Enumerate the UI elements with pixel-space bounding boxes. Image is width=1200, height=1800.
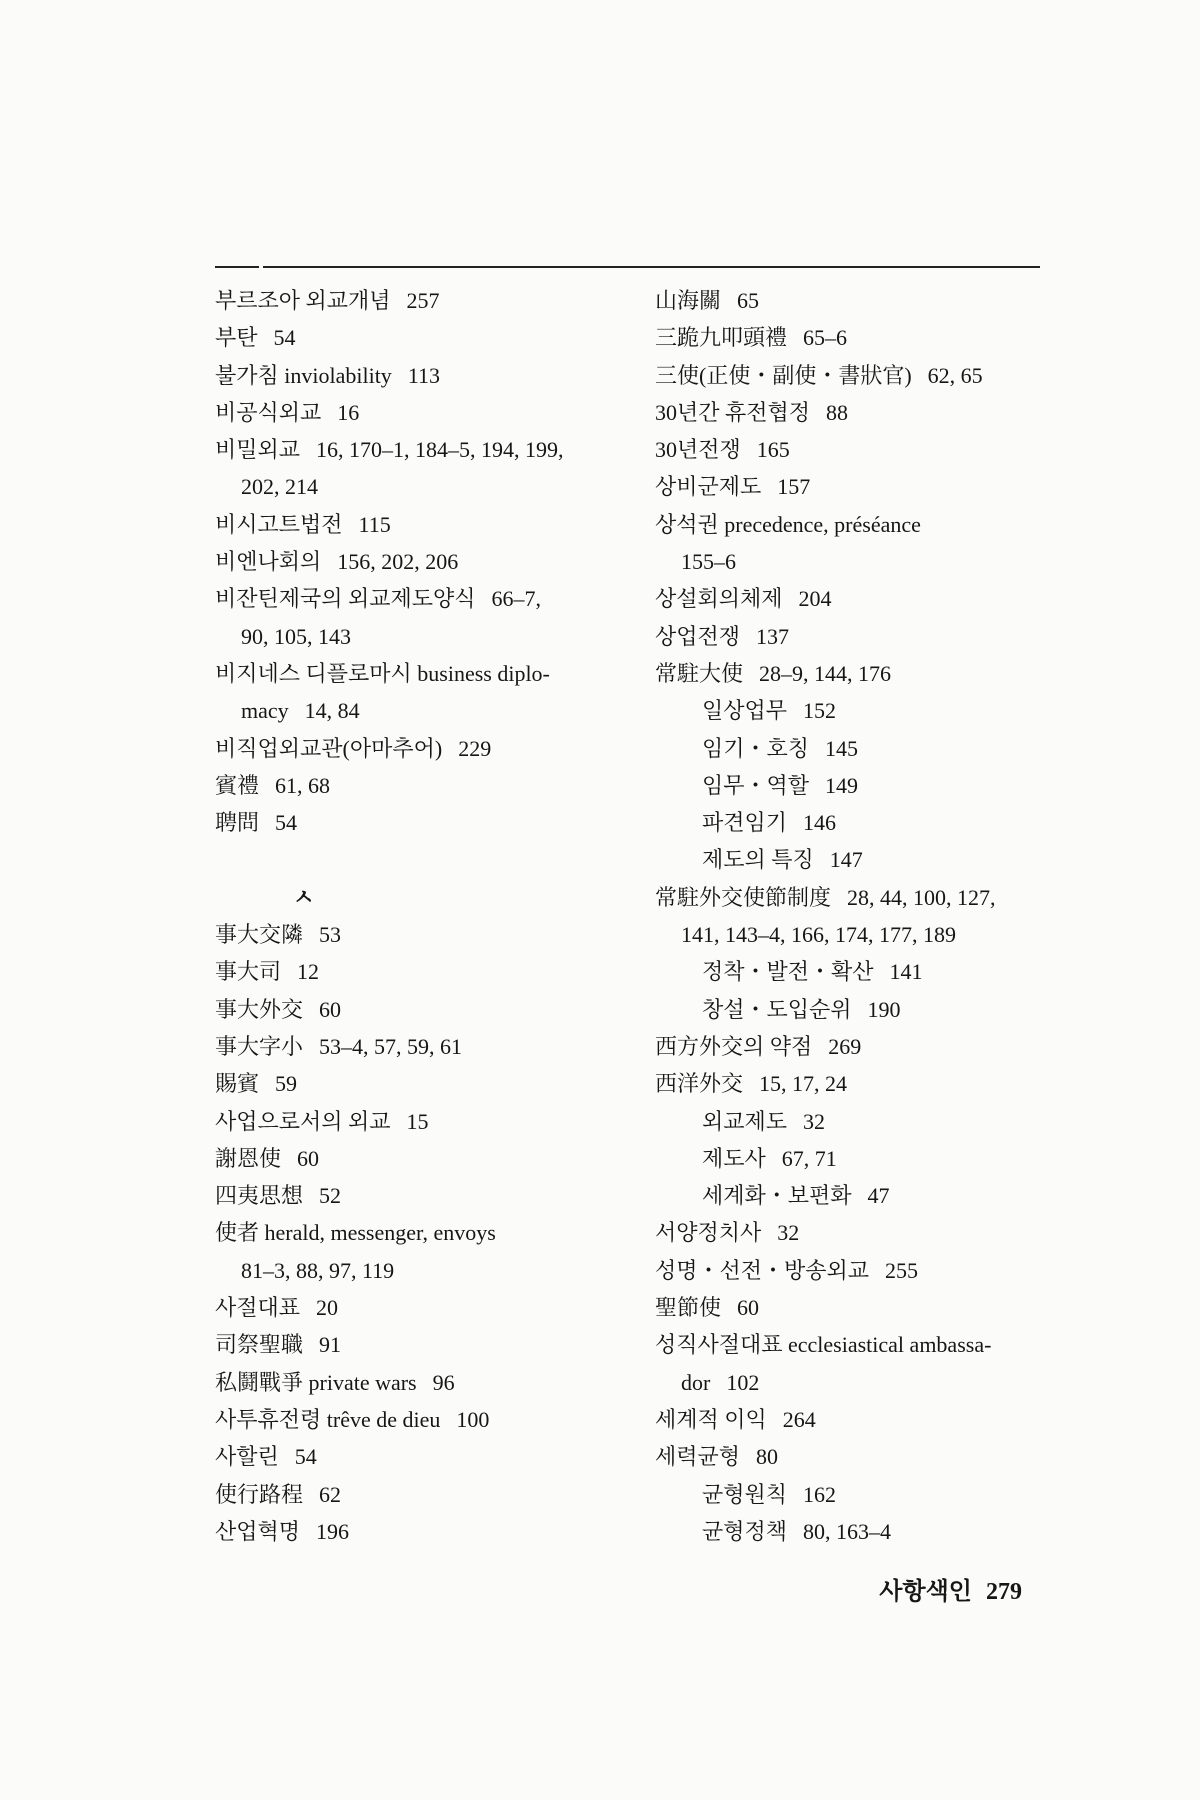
- entry-term-continued: macy: [241, 698, 289, 724]
- entry-term: 비밀외교: [215, 437, 301, 463]
- subentry-pages: 32: [803, 1108, 826, 1134]
- index-subentry: [655, 730, 1085, 767]
- entry-term: 聖節使: [655, 1295, 722, 1321]
- entry-term: 使者 herald, messenger, envoys: [215, 1220, 496, 1246]
- index-subentry: [655, 804, 1085, 841]
- entry-pages: 269: [828, 1033, 862, 1059]
- entry-pages: 204: [798, 586, 832, 612]
- index-entry: [655, 1065, 1085, 1102]
- section-heading: ㅅ: [293, 884, 315, 910]
- entry-pages: 14, 84: [304, 698, 360, 724]
- index-entry: [655, 1252, 1085, 1289]
- subentry-term: 균형정책: [702, 1518, 788, 1544]
- entry-pages: 137: [756, 623, 790, 649]
- index-entry: [215, 1326, 645, 1363]
- index-entry: [215, 1140, 645, 1177]
- entry-pages: 15, 17, 24: [759, 1071, 848, 1097]
- entry-pages: 62, 65: [927, 362, 983, 388]
- entry-term: 비시고트법전: [215, 511, 343, 537]
- entry-term: 三使(正使・副使・書狀官): [655, 362, 912, 388]
- subentry-term: 세계화・보편화: [702, 1183, 852, 1209]
- index-entry: [215, 730, 645, 767]
- index-entry: [215, 282, 645, 319]
- entry-continuation: [215, 1252, 645, 1289]
- entry-pages: 16, 170–1, 184–5, 194, 199,: [316, 437, 564, 463]
- entry-term: 西洋外交: [655, 1071, 744, 1097]
- index-entry: [655, 1028, 1085, 1065]
- entry-pages: 165: [756, 437, 790, 463]
- entry-pages: 96: [432, 1369, 455, 1395]
- subentry-term: 일상업무: [702, 698, 788, 724]
- index-entry: [215, 319, 645, 356]
- index-entry: [655, 879, 1085, 916]
- index-subentry: [655, 692, 1085, 729]
- index-entry: [215, 1476, 645, 1513]
- entry-pages: 196: [316, 1518, 350, 1544]
- entry-term: 비잔틴제국의 외교제도양식: [215, 586, 476, 612]
- index-entry: [215, 1028, 645, 1065]
- top-rule-short: [215, 266, 259, 268]
- subentry-term: 외교제도: [702, 1108, 788, 1134]
- entry-continuation: [215, 618, 645, 655]
- entry-term: 謝恩使: [215, 1145, 282, 1171]
- entry-pages: 141, 143–4, 166, 174, 177, 189: [681, 922, 956, 948]
- entry-term: 사투휴전령 trêve de dieu: [215, 1406, 441, 1432]
- entry-pages: 60: [319, 996, 342, 1022]
- entry-pages: 202, 214: [241, 474, 318, 500]
- entry-term: 부탄: [215, 325, 258, 351]
- entry-term: 사업으로서의 외교: [215, 1108, 391, 1134]
- index-entry: [655, 1438, 1085, 1475]
- entry-term: 四夷思想: [215, 1183, 304, 1209]
- entry-pages: 12: [297, 959, 320, 985]
- subentry-pages: 80, 163–4: [803, 1518, 892, 1544]
- entry-term: 상업전쟁: [655, 623, 741, 649]
- entry-term: 불가침 inviolability: [215, 362, 392, 388]
- entry-pages: 156, 202, 206: [337, 549, 459, 575]
- entry-term: 서양정치사: [655, 1220, 762, 1246]
- index-entry: [215, 1065, 645, 1102]
- entry-continuation: [215, 692, 645, 729]
- index-entry: [215, 1289, 645, 1326]
- index-entry: [215, 431, 645, 468]
- entry-term: 西方外交의 약점: [655, 1033, 813, 1059]
- entry-pages: 229: [458, 735, 492, 761]
- entry-term: 상설회의체제: [655, 586, 783, 612]
- subentry-pages: 146: [803, 810, 837, 836]
- index-entry: [215, 357, 645, 394]
- index-entry: [215, 543, 645, 580]
- entry-continuation: [655, 916, 1085, 953]
- entry-term: 司祭聖職: [215, 1332, 304, 1358]
- index-entry: [215, 1401, 645, 1438]
- entry-term: 상석권 precedence, préséance: [655, 511, 921, 537]
- entry-pages: 88: [826, 399, 849, 425]
- section-spacer: [215, 841, 645, 878]
- index-entry: [655, 431, 1085, 468]
- entry-term: 성직사절대표 ecclesiastical ambassa-: [655, 1332, 992, 1358]
- index-subentry: [655, 1513, 1085, 1550]
- entry-continuation: [655, 543, 1085, 580]
- entry-pages: 59: [275, 1071, 298, 1097]
- entry-pages: 28–9, 144, 176: [759, 660, 892, 686]
- entry-term: 상비군제도: [655, 474, 762, 500]
- entry-continuation: [215, 468, 645, 505]
- entry-continuation: [655, 1364, 1085, 1401]
- subentry-term: 제도사: [702, 1145, 766, 1171]
- entry-pages: 80: [756, 1444, 779, 1470]
- entry-term-continued: dor: [681, 1369, 711, 1395]
- entry-pages: 102: [726, 1369, 760, 1395]
- entry-pages: 65–6: [803, 325, 848, 351]
- entry-term: 세계적 이익: [655, 1406, 767, 1432]
- entry-pages: 52: [319, 1183, 342, 1209]
- index-entry: [655, 319, 1085, 356]
- entry-term: 성명・선전・방송외교: [655, 1257, 870, 1283]
- entry-pages: 60: [737, 1295, 760, 1321]
- index-entry: [215, 1103, 645, 1140]
- entry-term: 세력균형: [655, 1444, 741, 1470]
- entry-pages: 257: [406, 288, 440, 313]
- index-entry: [215, 394, 645, 431]
- index-entry: [215, 1214, 645, 1251]
- index-subentry: [655, 953, 1085, 990]
- entry-term: 부르조아 외교개념: [215, 288, 391, 313]
- entry-pages: 54: [275, 810, 298, 836]
- entry-term: 사할린: [215, 1444, 279, 1470]
- entry-pages: 60: [297, 1145, 320, 1171]
- subentry-term: 임기・호칭: [702, 735, 810, 761]
- entry-term: 산업혁명: [215, 1518, 301, 1544]
- index-subentry: [655, 991, 1085, 1028]
- index-entry: [215, 655, 645, 692]
- index-entry: [655, 282, 1085, 319]
- index-entry: [655, 1401, 1085, 1438]
- index-entry: [215, 804, 645, 841]
- entry-term: 私鬪戰爭 private wars: [215, 1369, 417, 1395]
- index-entry: [215, 580, 645, 617]
- index-entry: [655, 1326, 1085, 1363]
- index-entry: [215, 916, 645, 953]
- subentry-pages: 147: [829, 847, 863, 873]
- index-entry: [215, 991, 645, 1028]
- subentry-term: 제도의 특징: [702, 847, 814, 873]
- subentry-pages: 47: [867, 1183, 890, 1209]
- entry-pages: 16: [337, 399, 360, 425]
- index-entry: [655, 506, 1085, 543]
- entry-pages: 115: [358, 511, 391, 537]
- entry-pages: 54: [273, 325, 296, 351]
- entry-term: 30년전쟁: [655, 437, 741, 463]
- index-entry: [215, 953, 645, 990]
- subentry-term: 균형원칙: [702, 1481, 788, 1507]
- subentry-term: 임무・역할: [702, 772, 810, 798]
- entry-term: 事大字小: [215, 1033, 304, 1059]
- entry-term: 賓禮: [215, 772, 260, 798]
- index-entry: [655, 357, 1085, 394]
- index-entry: [215, 1177, 645, 1214]
- index-subentry: [655, 1177, 1085, 1214]
- entry-pages: 90, 105, 143: [241, 623, 351, 649]
- index-subentry: [655, 1140, 1085, 1177]
- entry-pages: 157: [777, 474, 811, 500]
- subentry-term: 파견임기: [702, 810, 788, 836]
- index-entry: [215, 767, 645, 804]
- index-entry: [655, 580, 1085, 617]
- subentry-pages: 149: [825, 772, 859, 798]
- index-subentry: [655, 841, 1085, 878]
- page-number: 279: [986, 1579, 1022, 1605]
- index-entry: [655, 1214, 1085, 1251]
- entry-term: 三跪九叩頭禮: [655, 325, 788, 351]
- entry-pages: 91: [319, 1332, 342, 1358]
- subentry-pages: 190: [867, 996, 901, 1022]
- index-subentry: [655, 767, 1085, 804]
- subentry-pages: 141: [889, 959, 923, 985]
- index-entry: [215, 506, 645, 543]
- entry-pages: 53: [319, 922, 342, 948]
- index-entry: [655, 655, 1085, 692]
- running-footer-label: 사항색인: [879, 1579, 972, 1605]
- index-entry: [215, 1364, 645, 1401]
- index-entry: [655, 1289, 1085, 1326]
- index-entry: [655, 468, 1085, 505]
- entry-pages: 100: [456, 1406, 490, 1432]
- entry-pages: 20: [316, 1295, 339, 1321]
- index-subentry: [655, 1476, 1085, 1513]
- entry-term: 비엔나회의: [215, 549, 322, 575]
- subentry-pages: 162: [803, 1481, 837, 1507]
- entry-term: 常駐外交使節制度: [655, 884, 832, 910]
- entry-term: 聘問: [215, 810, 260, 836]
- index-subentry: [655, 1103, 1085, 1140]
- entry-pages: 65: [737, 288, 760, 313]
- index-entry: [655, 618, 1085, 655]
- index-entry: [655, 394, 1085, 431]
- entry-term: 常駐大使: [655, 660, 744, 686]
- entry-term: 비지네스 디플로마시 business diplo-: [215, 660, 550, 686]
- entry-pages: 15: [406, 1108, 429, 1134]
- entry-pages: 155–6: [681, 549, 736, 575]
- entry-term: 使行路程: [215, 1481, 304, 1507]
- entry-term: 사절대표: [215, 1295, 301, 1321]
- top-rule: [263, 266, 1040, 268]
- entry-term: 賜賓: [215, 1071, 260, 1097]
- page-footer: [879, 1577, 1022, 1607]
- entry-term: 事大外交: [215, 996, 304, 1022]
- entry-pages: 62: [319, 1481, 342, 1507]
- entry-pages: 53–4, 57, 59, 61: [319, 1033, 463, 1059]
- subentry-pages: 145: [825, 735, 859, 761]
- entry-pages: 113: [407, 362, 440, 388]
- entry-term: 事大交隣: [215, 922, 304, 948]
- entry-pages: 54: [294, 1444, 317, 1470]
- index-entry: [215, 1513, 645, 1550]
- subentry-pages: 67, 71: [781, 1145, 837, 1171]
- entry-pages: 61, 68: [275, 772, 331, 798]
- subentry-term: 정착・발전・확산: [702, 959, 874, 985]
- entry-term: 事大司: [215, 959, 282, 985]
- entry-term: 비공식외교: [215, 399, 322, 425]
- entry-term: 비직업외교관(아마추어): [215, 735, 443, 761]
- subentry-term: 창설・도입순위: [702, 996, 852, 1022]
- entry-pages: 255: [885, 1257, 919, 1283]
- index-column-right: [655, 282, 1085, 1550]
- index-entry: [215, 1438, 645, 1475]
- index-column-left: [215, 282, 645, 1550]
- entry-pages: 264: [782, 1406, 816, 1432]
- entry-term: 山海關: [655, 288, 722, 313]
- entry-term: 30년간 휴전협정: [655, 399, 811, 425]
- entry-pages: 66–7,: [491, 586, 542, 612]
- entry-pages: 28, 44, 100, 127,: [847, 884, 996, 910]
- entry-pages: 81–3, 88, 97, 119: [241, 1257, 395, 1283]
- subentry-pages: 152: [803, 698, 837, 724]
- entry-pages: 32: [777, 1220, 800, 1246]
